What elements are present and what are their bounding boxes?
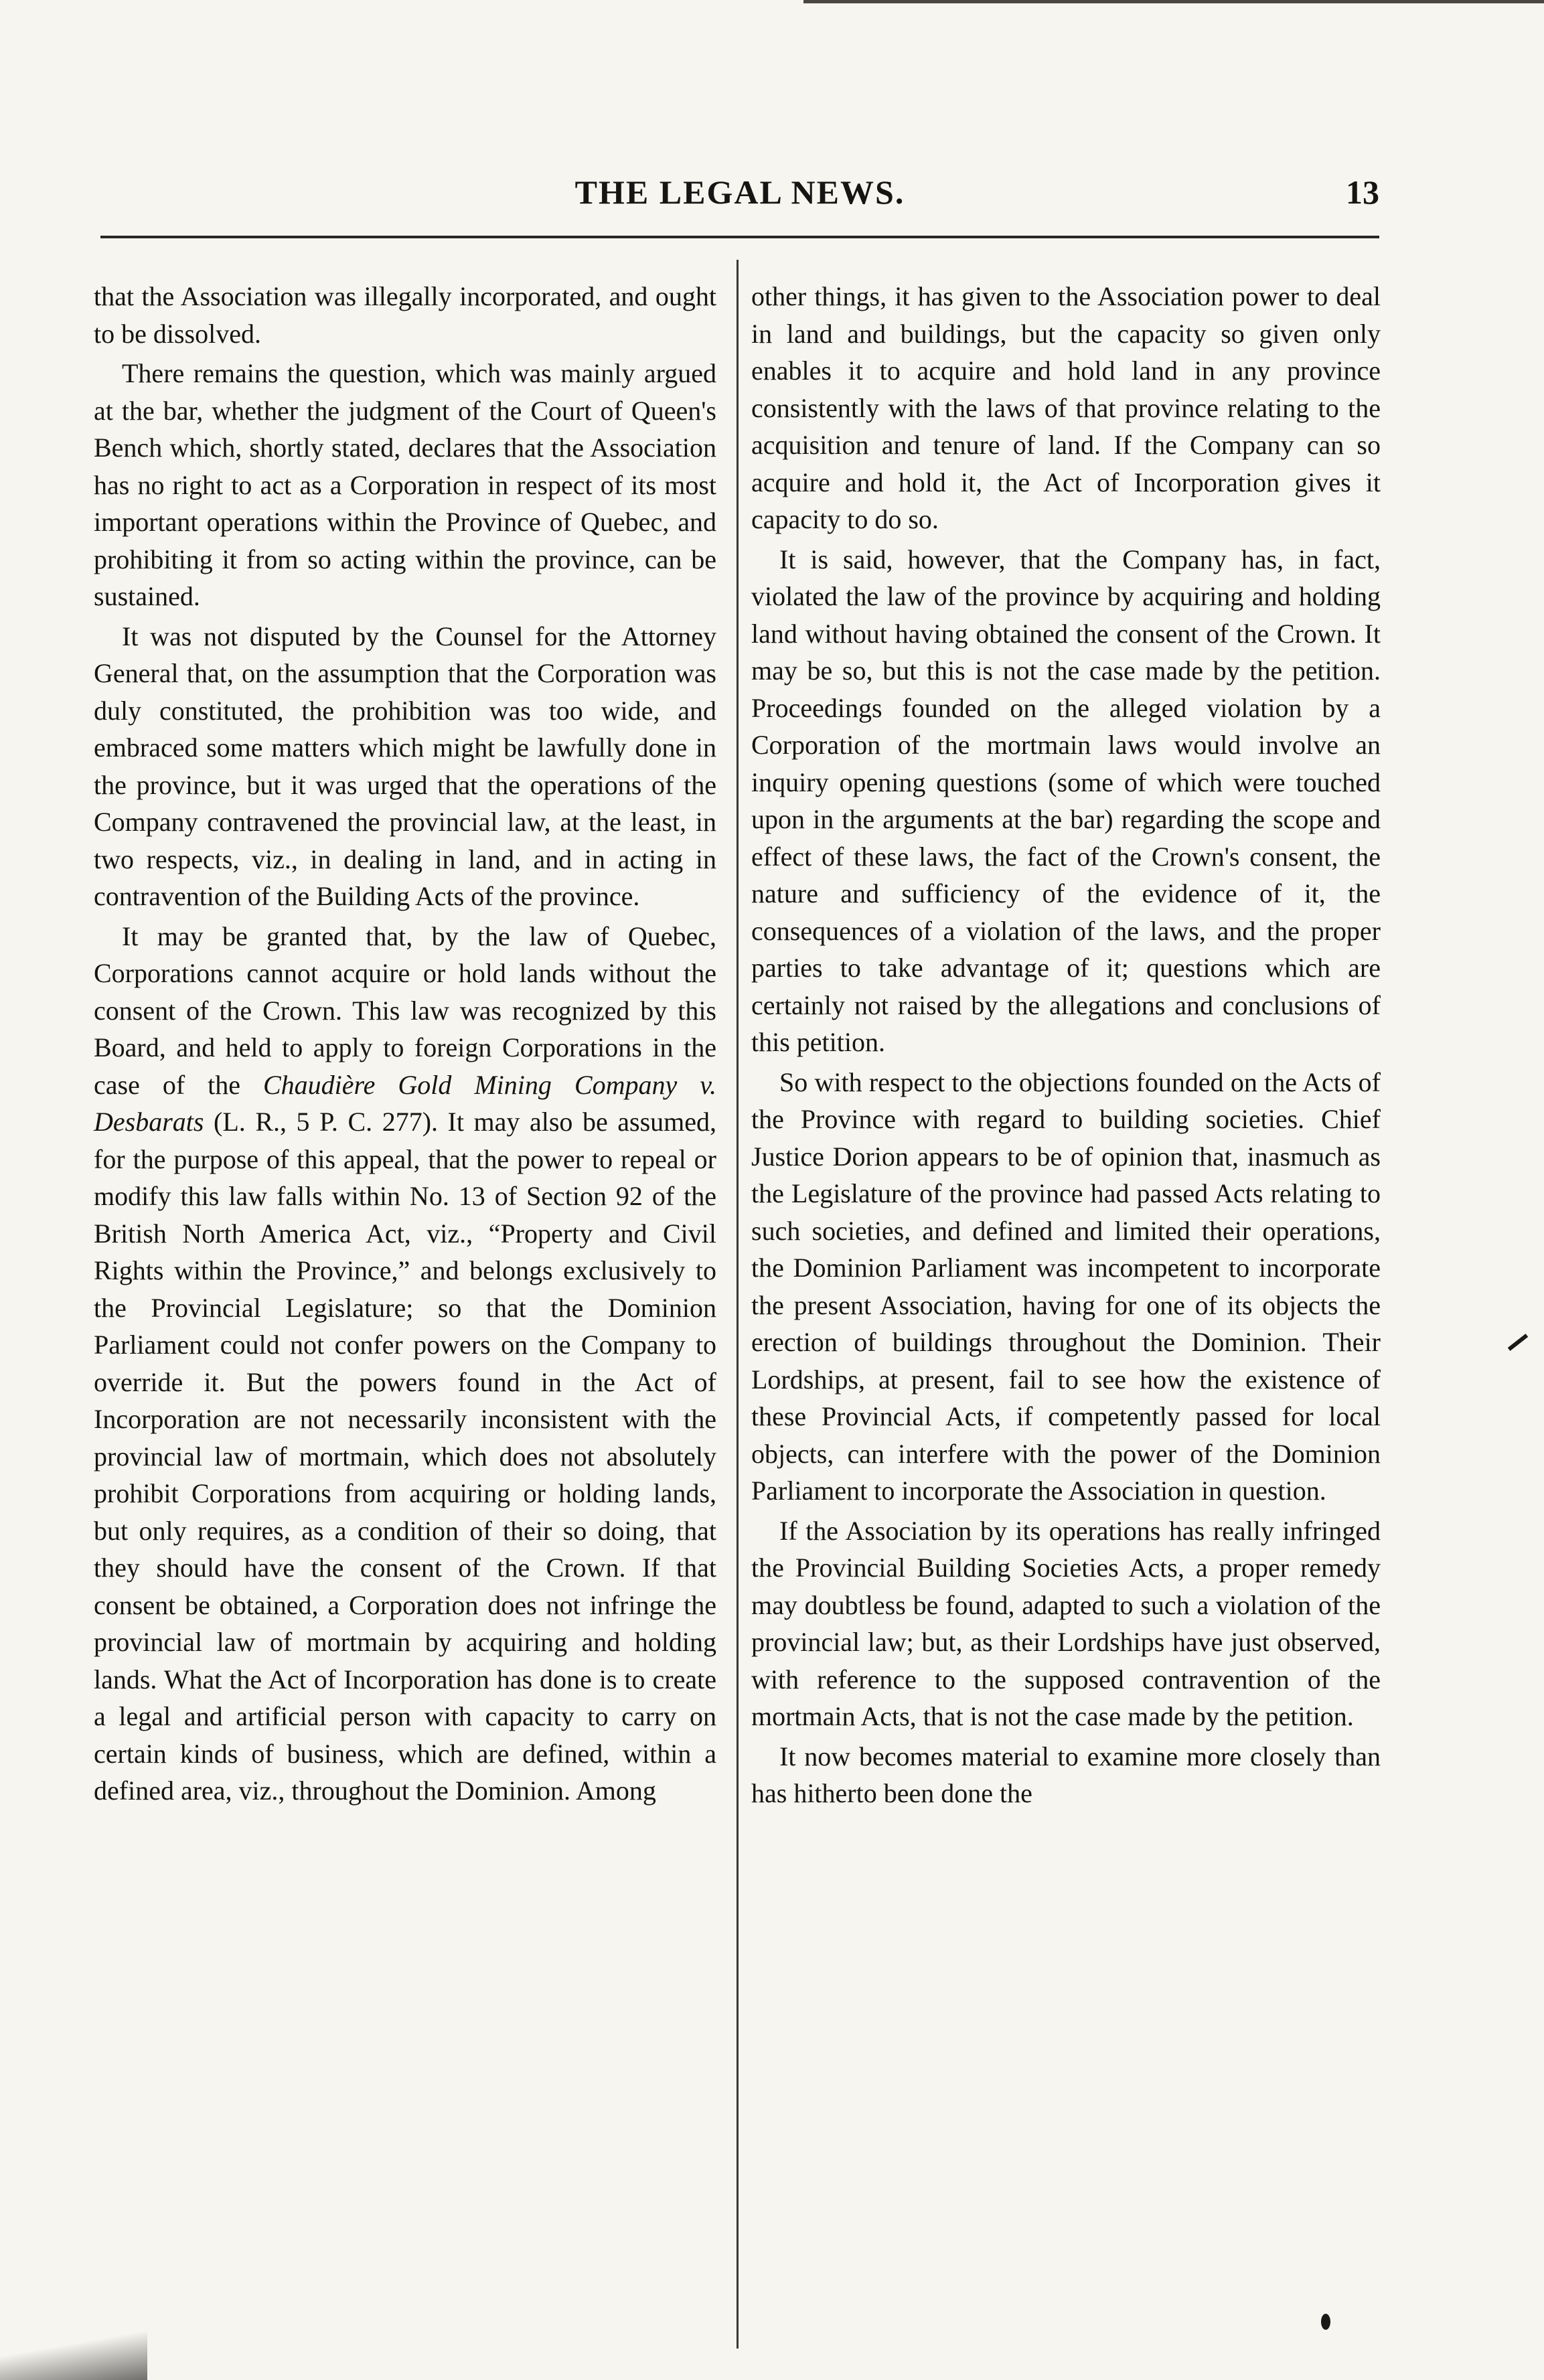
running-header bbox=[100, 173, 1379, 226]
header-rule bbox=[100, 236, 1379, 238]
paragraph: If the Association by its operations has really infringed the Provincial Building Societies Acts, a proper remedy may doubtless be found, adapted to such a violation of the provincial law; but, as their Lordships have just observed, with reference to the supposed contravention of the mortmain Acts, that is not the case made by the petition. bbox=[751, 1515, 1381, 1731]
paragraph: It is said, however, that the Company has, in fact, violated the law of the province by acquiring and holding land without having obtained the consent of the Crown. It may be so, but this is not the case made by the petition. Proceedings founded on the alleged violation by a Corporation of the mortmain laws would involve an inquiry opening questions (some of which were touched upon in the arguments at the bar) regarding the scope and effect of these laws, the fact of the Crown's consent, the nature and sufficiency of the evidence of it, the consequences of a violation of the laws, and the proper parties to take advantage of it; questions which are certainly not raised by the allegations and conclusions of this petition. bbox=[751, 544, 1381, 1057]
ink-blot bbox=[1321, 2314, 1330, 2330]
journal-title: THE LEGAL NEWS. bbox=[574, 173, 905, 211]
page-number: 13 bbox=[1346, 173, 1379, 211]
paragraph: that the Association was illegally incorporated, and ought to be dissolved. bbox=[94, 281, 716, 349]
margin-pen-mark bbox=[1508, 1334, 1528, 1351]
case-citation: Chaudière Gold Mining Company v. Desbarats bbox=[94, 1069, 716, 1137]
left-column bbox=[94, 278, 716, 1810]
paragraph: other things, it has given to the Association power to deal in land and buildings, but the capacity so given only enables it to acquire and hold land in any province consistently with the laws of that province relating to the acquisition and tenure of land. If the Company can so acquire and hold it, the Act of Incorporation gives it capacity to do so. bbox=[751, 281, 1381, 534]
paragraph bbox=[94, 918, 716, 1810]
paragraph-text: (L. R., 5 P. C. 277). It may also be assumed, for the purpose of this appeal, that the power to repeal or modify this law falls within No. 13 of Section 92 of the British North America Act, viz., “Property and Civil Rights within the Province,” and belongs exclusively to the Provincial Legislature; so that the Dominion Parliament could not confer powers on the Company to override it. But the powers found in the Act of Incorporation are not necessarily inconsistent with the provincial law of mortmain, which does not absolutely prohibit Corporations from acquiring or holding lands, but only requires, as a condition of their so doing, that they should have the consent of the Crown. If that consent be obtained, a Corporation does not infringe the provincial law of mortmain by acquiring and holding lands. What the Act of Incorporation has done is to create a legal and artificial person with capacity to carry on certain kinds of business, which are defined, within a defined area, viz., throughout the Dominion. Among bbox=[94, 1107, 717, 1806]
paragraph: It was not disputed by the Counsel for the Attorney General that, on the assumption that the Corporation was duly constituted, the prohibition was too wide, and embraced some matters which might be lawfully done in the province, but it was urged that the operations of the Company contravened the provincial law, at the least, in two respects, viz., in dealing in land, and in acting in contravention of the Building Acts of the province. bbox=[94, 621, 716, 911]
paragraph: There remains the question, which was mainly argued at the bar, whether the judgment of the Court of Queen's Bench which, shortly stated, declares that the Association has no right to act as a Corporation in respect of its most important operations within the Province of Quebec, and prohibiting it from so acting within the province, can be sustained. bbox=[94, 358, 716, 611]
scan-edge-rule bbox=[803, 0, 1544, 3]
paragraph: It now becomes material to examine more closely than has hitherto been done the bbox=[751, 1741, 1381, 1808]
paragraph-text: It may be granted that, by the law of Quebec, Corporations cannot acquire or hold lands without the consent of the Crown. This law was recognized by this Board, and held to apply to foreign Corporations in the case of the bbox=[94, 921, 716, 1100]
scan-corner-shadow bbox=[0, 2323, 147, 2380]
column-divider bbox=[737, 260, 739, 2349]
paragraph: So with respect to the objections founded on the Acts of the Province with regard to building societies. Chief Justice Dorion appears to be of opinion that, inasmuch as the Legislature of the province had passed Acts relating to such societies, and defined and limited their operations, the Dominion Parliament was incompetent to incorporate the present Association, having for one of its objects the erection of buildings throughout the Dominion. Their Lordships, at present, fail to see how the existence of these Provincial Acts, if competently passed for local objects, can interfere with the power of the Dominion Parliament to incorporate the Association in question. bbox=[751, 1066, 1381, 1506]
right-column bbox=[751, 278, 1381, 1812]
